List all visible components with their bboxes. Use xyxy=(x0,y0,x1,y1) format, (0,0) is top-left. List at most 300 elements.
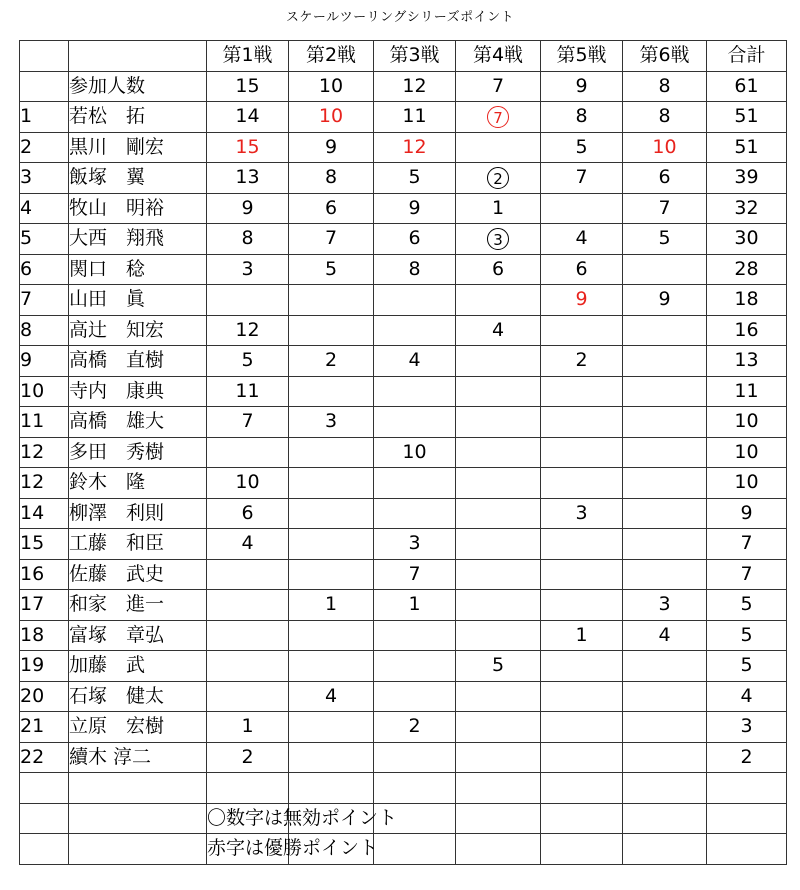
points-cell xyxy=(623,254,707,285)
blank-cell xyxy=(707,773,787,804)
points-cell xyxy=(374,468,456,499)
points-cell xyxy=(289,132,374,163)
driver-name: 山田 眞 xyxy=(69,285,207,316)
points-value: 9 xyxy=(241,196,254,219)
total-cell: 7 xyxy=(707,559,787,590)
points-value: 15 xyxy=(235,135,260,158)
driver-name: 高橋 雄大 xyxy=(69,407,207,438)
circled-points: 3 xyxy=(487,228,509,250)
blank-cell xyxy=(69,834,207,865)
points-cell xyxy=(541,742,623,773)
table-row xyxy=(20,498,787,529)
circled-points: 2 xyxy=(487,167,509,189)
points-cell xyxy=(623,285,707,316)
points-cell xyxy=(456,681,541,712)
points-cell xyxy=(374,376,456,407)
table-row xyxy=(20,315,787,346)
points-cell xyxy=(374,742,456,773)
points-cell xyxy=(623,224,707,255)
driver-name: 高橋 直樹 xyxy=(69,346,207,377)
points-cell xyxy=(207,437,289,468)
rank-cell: 21 xyxy=(20,712,69,743)
points-cell xyxy=(456,437,541,468)
total-cell: 30 xyxy=(707,224,787,255)
points-value: 4 xyxy=(324,684,338,707)
total-cell: 51 xyxy=(707,132,787,163)
rank-cell: 11 xyxy=(20,407,69,438)
points-cell xyxy=(541,712,623,743)
points-value: 3 xyxy=(658,593,671,616)
driver-name: 寺内 康典 xyxy=(69,376,207,407)
note-row xyxy=(20,803,787,834)
points-cell xyxy=(374,254,456,285)
rank-cell: 22 xyxy=(20,742,69,773)
blank-row xyxy=(20,773,787,804)
table-row xyxy=(20,102,787,133)
points-cell xyxy=(541,163,623,194)
points-value: 5 xyxy=(575,135,588,158)
rank-cell: 4 xyxy=(20,193,69,224)
driver-name: 若松 拓 xyxy=(69,102,207,133)
total-cell: 18 xyxy=(707,285,787,316)
points-cell xyxy=(289,102,374,133)
points-cell xyxy=(623,376,707,407)
page-title: スケールツーリングシリーズポイント xyxy=(285,10,515,25)
points-cell xyxy=(289,681,374,712)
driver-name: 續木 淳二 xyxy=(69,742,207,773)
total-cell: 5 xyxy=(707,590,787,621)
points-cell xyxy=(289,529,374,560)
points-value: 4 xyxy=(241,532,254,555)
points-cell xyxy=(207,102,289,133)
points-cell xyxy=(374,102,456,133)
points-value: 8 xyxy=(658,105,671,128)
points-cell xyxy=(623,102,707,133)
points-value: 4 xyxy=(491,318,505,341)
points-cell xyxy=(207,742,289,773)
points-cell xyxy=(374,437,456,468)
blank-cell xyxy=(456,834,541,865)
points-cell xyxy=(623,193,707,224)
table-row xyxy=(20,590,787,621)
points-cell xyxy=(541,224,623,255)
rank-cell: 5 xyxy=(20,224,69,255)
points-value: 8 xyxy=(408,257,421,280)
points-cell xyxy=(623,681,707,712)
points-value: 9 xyxy=(575,288,588,311)
total-cell: 7 xyxy=(707,529,787,560)
table-row xyxy=(20,437,787,468)
points-cell xyxy=(541,498,623,529)
blank-cell xyxy=(207,773,289,804)
header-cell: 第2戦 xyxy=(289,41,374,72)
points-cell xyxy=(289,407,374,438)
table-row xyxy=(20,712,787,743)
points-cell xyxy=(541,651,623,682)
rank-cell: 17 xyxy=(20,590,69,621)
points-cell xyxy=(289,376,374,407)
blank-cell xyxy=(707,834,787,865)
table-row xyxy=(20,529,787,560)
points-value: 2 xyxy=(575,349,588,372)
points-value: 2 xyxy=(241,745,254,768)
blank-cell xyxy=(374,834,456,865)
total-cell: 32 xyxy=(707,193,787,224)
points-value: 9 xyxy=(324,135,338,158)
points-cell xyxy=(541,193,623,224)
points-cell xyxy=(456,620,541,651)
points-cell xyxy=(207,376,289,407)
points-value: 7 xyxy=(324,227,338,250)
points-cell xyxy=(374,712,456,743)
driver-name: 大西 翔飛 xyxy=(69,224,207,255)
note-row xyxy=(20,834,787,865)
points-value: 6 xyxy=(241,501,254,524)
rank-cell: 3 xyxy=(20,163,69,194)
points-cell xyxy=(374,285,456,316)
rank-cell: 9 xyxy=(20,346,69,377)
points-cell xyxy=(456,742,541,773)
points-value: 7 xyxy=(408,562,421,585)
points-value: 5 xyxy=(241,349,254,372)
points-cell xyxy=(623,712,707,743)
points-value: 1 xyxy=(324,593,338,616)
points-cell xyxy=(456,468,541,499)
points-cell xyxy=(456,559,541,590)
rank-cell: 18 xyxy=(20,620,69,651)
points-cell xyxy=(623,163,707,194)
table-row xyxy=(20,193,787,224)
driver-name: 多田 秀樹 xyxy=(69,437,207,468)
points-value: 5 xyxy=(491,654,505,677)
points-value: 9 xyxy=(408,196,421,219)
driver-name: 富塚 章弘 xyxy=(69,620,207,651)
table-row xyxy=(20,285,787,316)
blank-cell xyxy=(289,773,374,804)
points-cell xyxy=(207,254,289,285)
points-cell xyxy=(289,163,374,194)
driver-name: 和家 進一 xyxy=(69,590,207,621)
points-cell xyxy=(374,590,456,621)
blank-cell xyxy=(456,803,541,834)
points-value: 14 xyxy=(235,105,260,128)
driver-name: 佐藤 武史 xyxy=(69,559,207,590)
points-cell xyxy=(207,407,289,438)
header-row xyxy=(20,41,787,72)
participants-row xyxy=(20,71,787,102)
driver-name: 立原 宏樹 xyxy=(69,712,207,743)
blank-cell xyxy=(20,773,69,804)
points-cell xyxy=(623,742,707,773)
points-value: 4 xyxy=(658,623,671,646)
participants-rank-cell xyxy=(20,71,69,102)
points-cell xyxy=(374,620,456,651)
total-cell: 13 xyxy=(707,346,787,377)
points-cell xyxy=(456,193,541,224)
driver-name: 高辻 知宏 xyxy=(69,315,207,346)
points-cell xyxy=(374,193,456,224)
points-value: 6 xyxy=(491,257,505,280)
rank-cell: 1 xyxy=(20,102,69,133)
points-value: 10 xyxy=(235,471,260,494)
points-cell xyxy=(456,651,541,682)
points-value: 7 xyxy=(575,166,588,189)
points-cell xyxy=(374,224,456,255)
points-cell xyxy=(374,651,456,682)
points-value: 1 xyxy=(241,715,254,738)
points-cell xyxy=(289,285,374,316)
points-cell xyxy=(541,102,623,133)
driver-name: 飯塚 翼 xyxy=(69,163,207,194)
points-value: 10 xyxy=(652,135,677,158)
points-cell xyxy=(541,285,623,316)
points-cell xyxy=(456,498,541,529)
points-cell xyxy=(541,407,623,438)
table-row xyxy=(20,163,787,194)
points-cell xyxy=(207,468,289,499)
points-value: 4 xyxy=(408,349,421,372)
points-cell xyxy=(374,498,456,529)
blank-cell xyxy=(541,803,623,834)
points-cell xyxy=(623,498,707,529)
table-row xyxy=(20,620,787,651)
table-row xyxy=(20,468,787,499)
table-row xyxy=(20,254,787,285)
total-cell: 3 xyxy=(707,712,787,743)
points-cell xyxy=(456,163,541,194)
points-cell xyxy=(289,651,374,682)
points-value: 3 xyxy=(241,257,254,280)
rank-cell: 6 xyxy=(20,254,69,285)
points-cell xyxy=(623,468,707,499)
table-row xyxy=(20,224,787,255)
blank-cell xyxy=(623,773,707,804)
participants-count: 15 xyxy=(207,71,289,102)
points-cell xyxy=(623,315,707,346)
rank-cell: 8 xyxy=(20,315,69,346)
total-cell: 4 xyxy=(707,681,787,712)
points-cell xyxy=(207,498,289,529)
points-cell xyxy=(456,346,541,377)
total-cell: 39 xyxy=(707,163,787,194)
table-row xyxy=(20,681,787,712)
points-value: 6 xyxy=(658,166,671,189)
points-cell xyxy=(289,712,374,743)
points-cell xyxy=(207,681,289,712)
points-cell xyxy=(456,529,541,560)
blank-cell xyxy=(374,773,456,804)
points-cell xyxy=(374,407,456,438)
points-cell xyxy=(456,712,541,743)
points-cell xyxy=(623,559,707,590)
points-value: 13 xyxy=(235,166,260,189)
table-row xyxy=(20,559,787,590)
driver-name: 関口 稔 xyxy=(69,254,207,285)
rank-cell: 14 xyxy=(20,498,69,529)
points-cell xyxy=(541,620,623,651)
points-cell xyxy=(541,132,623,163)
points-cell xyxy=(207,193,289,224)
points-value: 7 xyxy=(241,410,254,433)
table-row xyxy=(20,376,787,407)
blank-cell xyxy=(69,803,207,834)
points-value: 12 xyxy=(235,318,260,341)
points-cell xyxy=(289,254,374,285)
points-cell xyxy=(207,712,289,743)
points-cell xyxy=(207,132,289,163)
points-cell xyxy=(374,346,456,377)
blank-cell xyxy=(541,834,623,865)
total-cell: 10 xyxy=(707,407,787,438)
points-cell xyxy=(207,346,289,377)
points-value: 7 xyxy=(658,196,671,219)
points-cell xyxy=(623,132,707,163)
points-cell xyxy=(289,590,374,621)
blank-cell xyxy=(69,773,207,804)
rank-cell: 15 xyxy=(20,529,69,560)
points-cell xyxy=(623,620,707,651)
blank-cell xyxy=(707,803,787,834)
points-cell xyxy=(289,346,374,377)
table-row xyxy=(20,651,787,682)
points-cell xyxy=(207,285,289,316)
points-value: 8 xyxy=(241,227,254,250)
points-value: 2 xyxy=(408,715,421,738)
total-cell: 10 xyxy=(707,437,787,468)
rank-cell: 10 xyxy=(20,376,69,407)
rank-cell: 7 xyxy=(20,285,69,316)
blank-cell xyxy=(623,834,707,865)
table-row xyxy=(20,407,787,438)
points-cell xyxy=(456,254,541,285)
points-cell xyxy=(289,315,374,346)
points-value: 3 xyxy=(408,532,421,555)
participants-count: 12 xyxy=(374,71,456,102)
points-value: 6 xyxy=(575,257,588,280)
points-cell xyxy=(623,651,707,682)
points-cell xyxy=(374,681,456,712)
participants-count: 8 xyxy=(623,71,707,102)
points-value: 6 xyxy=(408,227,421,250)
table-row xyxy=(20,346,787,377)
points-cell xyxy=(289,559,374,590)
points-value: 8 xyxy=(575,105,588,128)
points-value: 8 xyxy=(324,166,338,189)
blank-cell xyxy=(623,803,707,834)
points-value: 5 xyxy=(658,227,671,250)
points-cell xyxy=(623,437,707,468)
points-cell xyxy=(541,529,623,560)
points-cell xyxy=(623,407,707,438)
points-cell xyxy=(456,315,541,346)
points-cell xyxy=(456,285,541,316)
points-cell xyxy=(207,559,289,590)
points-cell xyxy=(456,376,541,407)
header-cell: 第5戦 xyxy=(541,41,623,72)
points-cell xyxy=(541,468,623,499)
participants-count: 61 xyxy=(707,71,787,102)
points-cell xyxy=(374,559,456,590)
points-cell xyxy=(207,620,289,651)
blank-cell xyxy=(20,834,69,865)
participants-count: 9 xyxy=(541,71,623,102)
total-cell: 9 xyxy=(707,498,787,529)
points-cell xyxy=(541,254,623,285)
header-cell: 第4戦 xyxy=(456,41,541,72)
points-value: 9 xyxy=(658,288,671,311)
total-cell: 16 xyxy=(707,315,787,346)
points-cell xyxy=(623,590,707,621)
driver-name: 加藤 武 xyxy=(69,651,207,682)
points-cell xyxy=(207,590,289,621)
points-value: 12 xyxy=(402,135,427,158)
blank-cell xyxy=(456,773,541,804)
points-cell xyxy=(374,315,456,346)
participants-count: 10 xyxy=(289,71,374,102)
rank-cell: 19 xyxy=(20,651,69,682)
participants-label: 参加人数 xyxy=(69,71,207,102)
points-cell xyxy=(207,163,289,194)
points-cell xyxy=(541,376,623,407)
header-name-cell xyxy=(69,41,207,72)
total-cell: 5 xyxy=(707,620,787,651)
points-value: 10 xyxy=(402,440,427,463)
rank-cell: 12 xyxy=(20,437,69,468)
points-cell xyxy=(541,681,623,712)
points-cell xyxy=(289,620,374,651)
points-cell xyxy=(623,346,707,377)
total-cell: 2 xyxy=(707,742,787,773)
points-cell xyxy=(541,590,623,621)
participants-count: 7 xyxy=(456,71,541,102)
driver-name: 鈴木 隆 xyxy=(69,468,207,499)
header-cell: 合計 xyxy=(707,41,787,72)
points-cell xyxy=(456,590,541,621)
points-cell xyxy=(456,407,541,438)
points-cell xyxy=(623,529,707,560)
total-cell: 11 xyxy=(707,376,787,407)
points-cell xyxy=(541,315,623,346)
points-cell xyxy=(207,651,289,682)
points-cell xyxy=(207,529,289,560)
points-value: 1 xyxy=(491,196,505,219)
points-value: 5 xyxy=(324,257,338,280)
points-value: 1 xyxy=(408,593,421,616)
points-cell xyxy=(541,437,623,468)
points-value: 1 xyxy=(575,623,588,646)
points-cell xyxy=(374,132,456,163)
driver-name: 石塚 健太 xyxy=(69,681,207,712)
circled-points: 7 xyxy=(487,106,509,128)
points-cell xyxy=(456,102,541,133)
points-cell xyxy=(374,163,456,194)
header-cell: 第6戦 xyxy=(623,41,707,72)
legend-note: 赤字は優勝ポイント xyxy=(207,834,289,865)
total-cell: 51 xyxy=(707,102,787,133)
rank-cell: 20 xyxy=(20,681,69,712)
table-row xyxy=(20,742,787,773)
points-value: 3 xyxy=(324,410,338,433)
header-cell: 第3戦 xyxy=(374,41,456,72)
points-value: 3 xyxy=(575,501,588,524)
points-cell xyxy=(207,315,289,346)
rank-cell: 12 xyxy=(20,468,69,499)
points-value: 6 xyxy=(324,196,338,219)
table-row xyxy=(20,132,787,163)
rank-cell: 2 xyxy=(20,132,69,163)
blank-cell xyxy=(20,803,69,834)
points-table xyxy=(19,40,787,865)
